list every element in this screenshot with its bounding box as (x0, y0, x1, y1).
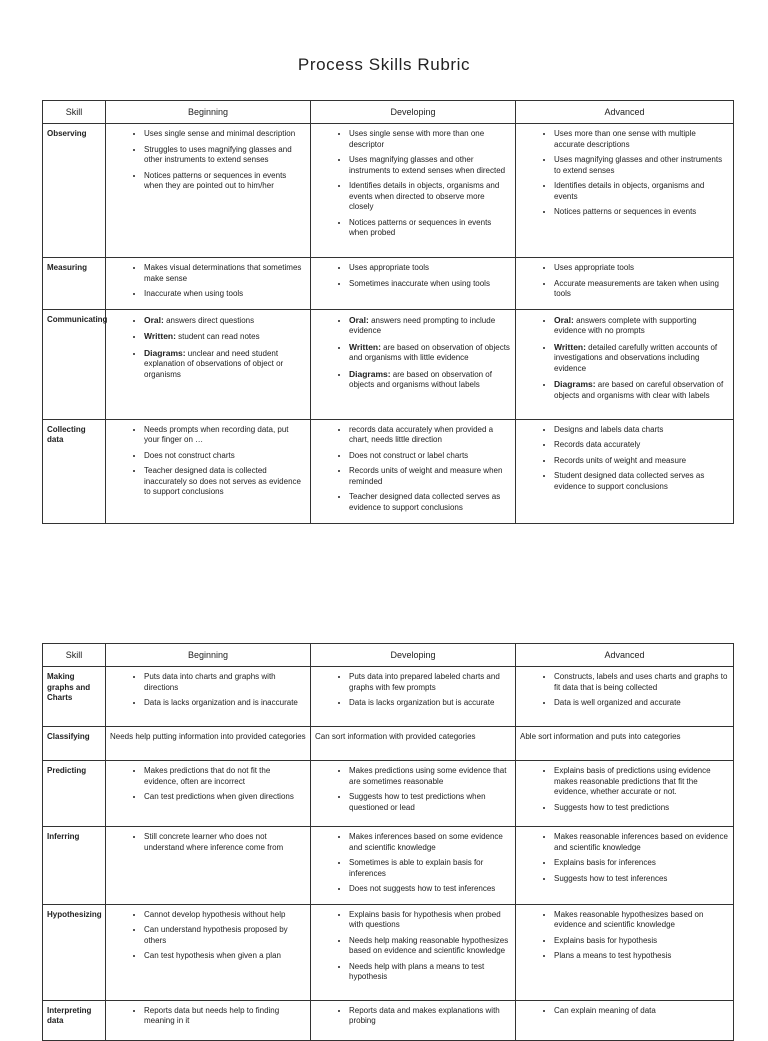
criterion-text: Uses more than one sense with multiple accurate descriptions (554, 129, 696, 149)
criterion-text: Sometimes inaccurate when using tools (349, 278, 490, 288)
criterion-item (144, 263, 305, 284)
beginning-cell (106, 309, 311, 419)
criterion-item (554, 342, 728, 375)
criterion-text: student can read notes (175, 332, 260, 341)
criterion-item (554, 766, 728, 798)
criterion-item (554, 698, 728, 709)
criterion-text: Uses magnifying glasses and other instruments to extend senses when directed (349, 155, 506, 175)
criterion-item (554, 425, 728, 436)
rubric-row-making-graphs (43, 667, 734, 727)
criterion-text: answers complete with supporting evidence with no prompts (554, 315, 697, 335)
criterion-text: unclear and need student explanation of observations of object or organisms (144, 348, 284, 379)
rubric-table-2 (42, 643, 734, 1041)
criterion-text: Can explain meaning of data (554, 1005, 656, 1015)
criterion-text: Data is lacks organization and is inaccurate (144, 698, 298, 707)
advanced-cell (516, 761, 734, 827)
advanced-cell (516, 258, 734, 310)
criterion-item (554, 803, 728, 814)
skill-name: Observing (43, 124, 106, 258)
criterion-item (349, 369, 510, 391)
header-row (43, 101, 734, 124)
rubric-row-measuring (43, 258, 734, 310)
criterion-item (349, 263, 510, 274)
criterion-label: Written: (349, 341, 381, 352)
criterion-text: Records data accurately (554, 440, 641, 449)
beginning-cell (106, 904, 311, 1000)
criterion-text: Teacher designed data collected serves as evidence to support conclusions (349, 492, 501, 512)
developing-cell (311, 258, 516, 310)
advanced-cell (516, 124, 734, 258)
criterion-text: are based on observation of objects and organisms without labels (349, 369, 492, 389)
rubric-row-collecting-data (43, 419, 734, 523)
criterion-item (144, 832, 305, 853)
criterion-text: Notices patterns or sequences in events when they are pointed out to him/her (144, 170, 287, 190)
criterion-item (554, 181, 728, 202)
criterion-item (349, 451, 510, 462)
header-beginning: Beginning (106, 644, 311, 667)
criterion-item (554, 858, 728, 869)
developing-cell (311, 419, 516, 523)
criterion-item (554, 155, 728, 176)
criterion-text: Identifies details in objects, organisms and events (554, 181, 705, 201)
criterion-text: Data is well organized and accurate (554, 698, 681, 707)
skill-name: Communicating (43, 309, 106, 419)
rubric-row-classifying (43, 727, 734, 761)
criterion-text: Makes predictions that do not fit the evidence, often are incorrect (144, 766, 271, 786)
beginning-cell (106, 667, 311, 727)
criterion-label: Oral: (349, 314, 369, 325)
criterion-item (554, 379, 728, 401)
criterion-text: Makes reasonable hypothesizes based on evidence and scientific knowledge (554, 909, 704, 929)
criterion-text: Explains basis for inferences (554, 858, 656, 867)
rubric-row-hypothesizing (43, 904, 734, 1000)
header-advanced: Advanced (516, 101, 734, 124)
criterion-item (554, 672, 728, 693)
criterion-item (144, 466, 305, 498)
criterion-text: Suggests how to test inferences (554, 873, 668, 883)
rubric-row-interpreting-data (43, 1000, 734, 1040)
criterion-item (554, 263, 728, 274)
criterion-text: Records units of weight and measure when reminded (349, 466, 503, 486)
criterion-text: Notices patterns or sequences in events (554, 207, 697, 216)
criterion-text: Records units of weight and measure (554, 455, 687, 465)
criterion-item (144, 925, 305, 946)
criterion-text: Suggests how to test predictions when questioned or lead (349, 792, 486, 812)
criterion-item (144, 145, 305, 166)
criterion-text: Puts data into prepared labeled charts and graphs with few prompts (349, 672, 500, 692)
criterion-text: Cannot develop hypothesis without help (144, 909, 286, 919)
criterion-item (554, 279, 728, 300)
advanced-cell (516, 667, 734, 727)
skill-name: Collecting data (43, 419, 106, 523)
criterion-item (554, 456, 728, 467)
criterion-item (144, 315, 305, 327)
criterion-item (349, 279, 510, 290)
skill-name: Measuring (43, 258, 106, 310)
criterion-item (144, 331, 305, 343)
criterion-text: Notices patterns or sequences in events when probed (349, 217, 492, 237)
criterion-item (349, 672, 510, 693)
criterion-text: Uses appropriate tools (554, 263, 635, 272)
criterion-item (554, 874, 728, 885)
criterion-text: Needs prompts when recording data, put your finger on … (144, 424, 289, 444)
criterion-text: answers direct questions (163, 315, 255, 325)
criterion-label: Diagrams: (144, 347, 186, 358)
criterion-text: answers need prompting to include evidence (349, 315, 496, 335)
criterion-text: Student designed data collected serves as evidence to support conclusions (554, 471, 705, 491)
rubric-row-predicting (43, 761, 734, 827)
header-row (43, 644, 734, 667)
criterion-item (554, 315, 728, 337)
advanced-cell (516, 419, 734, 523)
criterion-text: Reports data and makes explanations with probing (349, 1005, 500, 1025)
criterion-text: Designs and labels data charts (554, 424, 664, 434)
skill-name: Classifying (43, 727, 106, 761)
criterion-text: Does not construct or label charts (349, 450, 469, 460)
criterion-item (349, 962, 510, 983)
developing-cell (311, 1000, 516, 1040)
criterion-text: are based on careful observation of objects and organisms with clear with labels (554, 380, 724, 400)
criterion-text: detailed carefully written accounts of investigations and observations including evidence (554, 342, 718, 373)
rubric-table-1 (42, 100, 734, 524)
beginning-cell (106, 419, 311, 523)
criterion-label: Oral: (144, 314, 164, 325)
header-skill: Skill (43, 101, 106, 124)
criterion-item (144, 792, 305, 803)
criterion-item (144, 951, 305, 962)
beginning-cell (106, 1000, 311, 1040)
page-title: Process Skills Rubric (297, 55, 471, 74)
developing-cell: Can sort information with provided categories (311, 727, 516, 761)
header-advanced: Advanced (516, 644, 734, 667)
criterion-item (349, 342, 510, 364)
criterion-text: Struggles to uses magnifying glasses and other instruments to extend senses (144, 144, 292, 164)
advanced-cell: Able sort information and puts into categories (516, 727, 734, 761)
criterion-text: Plans a means to test hypothesis (554, 951, 672, 960)
criterion-label: Written: (554, 341, 586, 352)
criterion-text: Uses single sense and minimal description (144, 129, 296, 138)
criterion-label: Diagrams: (349, 368, 391, 379)
criterion-item (144, 171, 305, 192)
criterion-item (554, 951, 728, 962)
developing-cell (311, 124, 516, 258)
header-skill: Skill (43, 644, 106, 667)
header-developing: Developing (311, 644, 516, 667)
criterion-text: Uses appropriate tools (349, 263, 430, 272)
criterion-item (554, 207, 728, 218)
criterion-item (349, 1006, 510, 1027)
criterion-text: Inaccurate when using tools (144, 289, 244, 298)
criterion-text: Can test predictions when given directions (144, 792, 294, 801)
criterion-text: Needs help with plans a means to test hypothesis (349, 961, 485, 981)
skill-name: Making graphs and Charts (43, 667, 106, 727)
criterion-item (349, 315, 510, 337)
criterion-item (144, 289, 305, 300)
criterion-text: Uses magnifying glasses and other instruments to extend senses (554, 155, 723, 175)
criterion-label: Oral: (554, 314, 574, 325)
criterion-text: Teacher designed data is collected inaccurately so does not serves as evidence to support conclusions (144, 466, 301, 496)
criterion-text: Explains basis for hypothesis when probed with questions (349, 909, 501, 929)
criterion-text: Suggests how to test predictions (554, 802, 670, 812)
advanced-cell (516, 904, 734, 1000)
criterion-item (349, 910, 510, 931)
skill-name: Interpreting data (43, 1000, 106, 1040)
criterion-text: Needs help making reasonable hypothesizes based on evidence and scientific knowledge (349, 935, 509, 955)
criterion-item (349, 466, 510, 487)
criterion-item (144, 451, 305, 462)
criterion-text: Does not suggests how to test inferences (349, 884, 496, 893)
criterion-item (144, 425, 305, 446)
criterion-item (349, 492, 510, 513)
criterion-item (349, 832, 510, 853)
criterion-text: Constructs, labels and uses charts and graphs to fit data that is being collected (554, 672, 728, 692)
criterion-item (349, 766, 510, 787)
criterion-text: Uses single sense with more than one descriptor (349, 129, 485, 149)
criterion-item (554, 440, 728, 451)
criterion-item (349, 155, 510, 176)
skill-name: Hypothesizing (43, 904, 106, 1000)
rubric-row-inferring (43, 827, 734, 905)
criterion-text: Still concrete learner who does not understand where inference come from (144, 832, 284, 852)
criterion-text: Explains basis for hypothesis (554, 935, 658, 945)
advanced-cell (516, 827, 734, 905)
criterion-text: Does not construct charts (144, 450, 235, 460)
criterion-text: records data accurately when provided a chart, needs little direction (349, 424, 494, 444)
beginning-cell (106, 124, 311, 258)
criterion-item (554, 1006, 728, 1017)
criterion-item (554, 910, 728, 931)
beginning-cell: Needs help putting information into provided categories (106, 727, 311, 761)
criterion-text: Explains basis of predictions using evidence makes reasonable predictions that fit the evidence, whether accurate or not. (554, 766, 711, 796)
criterion-item (144, 348, 305, 381)
advanced-cell (516, 309, 734, 419)
criterion-item (349, 792, 510, 813)
skill-name: Predicting (43, 761, 106, 827)
criterion-item (554, 832, 728, 853)
criterion-text: Makes reasonable inferences based on evidence and scientific knowledge (554, 832, 728, 852)
developing-cell (311, 904, 516, 1000)
developing-cell (311, 309, 516, 419)
beginning-cell (106, 761, 311, 827)
criterion-item (144, 1006, 305, 1027)
criterion-item (349, 936, 510, 957)
criterion-text: Data is lacks organization but is accurate (349, 698, 495, 707)
developing-cell (311, 827, 516, 905)
criterion-text: Sometimes is able to explain basis for inferences (349, 858, 484, 878)
advanced-cell (516, 1000, 734, 1040)
criterion-item (554, 471, 728, 492)
criterion-item (144, 698, 305, 709)
header-developing: Developing (311, 101, 516, 124)
criterion-text: Makes inferences based on some evidence and scientific knowledge (349, 832, 503, 852)
skill-name: Inferring (43, 827, 106, 905)
criterion-label: Diagrams: (554, 379, 596, 389)
developing-cell (311, 667, 516, 727)
criterion-item (349, 698, 510, 709)
criterion-item (349, 218, 510, 239)
criterion-item (144, 766, 305, 787)
header-beginning: Beginning (106, 101, 311, 124)
criterion-text: Accurate measurements are taken when using tools (554, 278, 719, 298)
criterion-item (349, 425, 510, 446)
criterion-item (349, 129, 510, 150)
criterion-text: Reports data but needs help to finding meaning in it (144, 1005, 280, 1025)
criterion-label: Written: (144, 331, 176, 341)
criterion-item (349, 884, 510, 895)
criterion-item (554, 129, 728, 150)
criterion-text: Puts data into charts and graphs with directions (144, 672, 276, 692)
criterion-item (349, 858, 510, 879)
criterion-item (349, 181, 510, 213)
criterion-text: are based on observation of objects and organisms with little evidence (349, 342, 510, 362)
rubric-row-communicating (43, 309, 734, 419)
criterion-text: Identifies details in objects, organisms and events when directed to observe more closely (349, 181, 500, 211)
criterion-item (554, 936, 728, 947)
beginning-cell (106, 258, 311, 310)
criterion-text: Makes visual determinations that sometimes make sense (144, 263, 302, 283)
rubric-row-observing (43, 124, 734, 258)
developing-cell (311, 761, 516, 827)
criterion-text: Can understand hypothesis proposed by others (144, 925, 288, 945)
beginning-cell (106, 827, 311, 905)
criterion-text: Makes predictions using some evidence that are sometimes reasonable (349, 766, 507, 786)
criterion-item (144, 910, 305, 921)
criterion-text: Can test hypothesis when given a plan (144, 951, 281, 960)
criterion-item (144, 672, 305, 693)
criterion-item (144, 129, 305, 140)
